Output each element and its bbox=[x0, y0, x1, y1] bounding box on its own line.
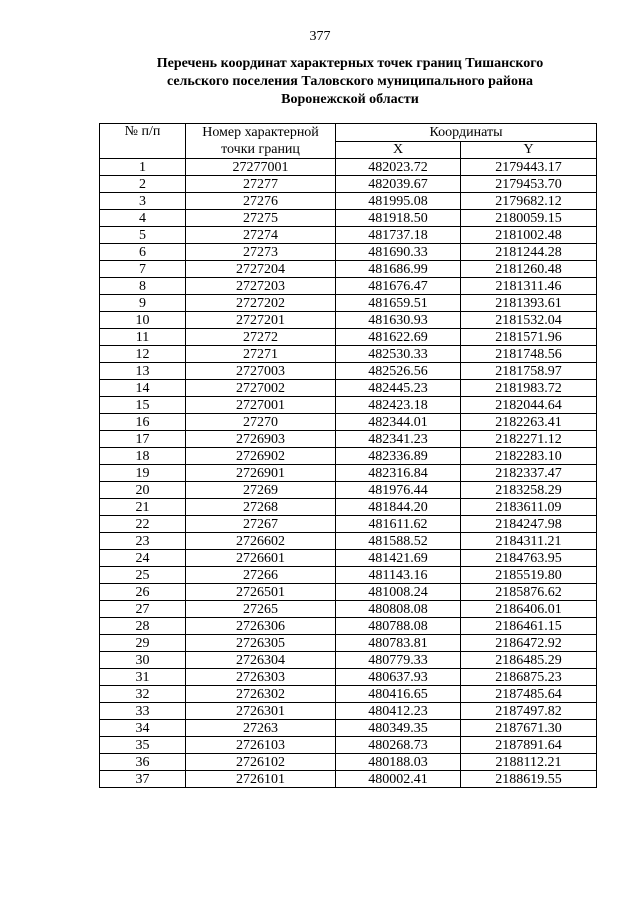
header-coordinates: Координаты bbox=[336, 124, 597, 142]
page-number: 377 bbox=[309, 29, 331, 44]
cell-index: 35 bbox=[100, 737, 186, 754]
cell-point-number: 2727203 bbox=[186, 278, 336, 295]
cell-y: 2181983.72 bbox=[461, 380, 597, 397]
cell-x: 481008.24 bbox=[336, 584, 461, 601]
cell-x: 481686.99 bbox=[336, 261, 461, 278]
cell-x: 481844.20 bbox=[336, 499, 461, 516]
cell-x: 480188.03 bbox=[336, 754, 461, 771]
coordinates-table bbox=[99, 123, 597, 788]
cell-point-number: 2726601 bbox=[186, 550, 336, 567]
header-point-number: Номер характерной точки границ bbox=[186, 124, 336, 159]
cell-point-number: 2727002 bbox=[186, 380, 336, 397]
cell-y: 2187671.30 bbox=[461, 720, 597, 737]
cell-index: 25 bbox=[100, 567, 186, 584]
cell-y: 2181532.04 bbox=[461, 312, 597, 329]
cell-x: 480788.08 bbox=[336, 618, 461, 635]
cell-x: 482341.23 bbox=[336, 431, 461, 448]
table-row bbox=[100, 227, 597, 244]
cell-y: 2181002.48 bbox=[461, 227, 597, 244]
cell-point-number: 27268 bbox=[186, 499, 336, 516]
cell-y: 2182263.41 bbox=[461, 414, 597, 431]
cell-y: 2186875.23 bbox=[461, 669, 597, 686]
cell-index: 27 bbox=[100, 601, 186, 618]
cell-y: 2187891.64 bbox=[461, 737, 597, 754]
cell-point-number: 2726302 bbox=[186, 686, 336, 703]
cell-x: 482316.84 bbox=[336, 465, 461, 482]
table-row bbox=[100, 567, 597, 584]
cell-index: 13 bbox=[100, 363, 186, 380]
table-row bbox=[100, 295, 597, 312]
cell-index: 7 bbox=[100, 261, 186, 278]
table-row bbox=[100, 346, 597, 363]
table-body bbox=[100, 159, 597, 788]
cell-y: 2187485.64 bbox=[461, 686, 597, 703]
cell-x: 482023.72 bbox=[336, 159, 461, 176]
cell-index: 11 bbox=[100, 329, 186, 346]
cell-point-number: 2726903 bbox=[186, 431, 336, 448]
cell-point-number: 2726305 bbox=[186, 635, 336, 652]
cell-point-number: 27275 bbox=[186, 210, 336, 227]
cell-y: 2188619.55 bbox=[461, 771, 597, 788]
cell-point-number: 2726103 bbox=[186, 737, 336, 754]
table-row bbox=[100, 329, 597, 346]
table-row bbox=[100, 363, 597, 380]
cell-x: 481676.47 bbox=[336, 278, 461, 295]
cell-index: 37 bbox=[100, 771, 186, 788]
cell-y: 2179682.12 bbox=[461, 193, 597, 210]
cell-y: 2184763.95 bbox=[461, 550, 597, 567]
cell-y: 2179453.70 bbox=[461, 176, 597, 193]
cell-x: 481630.93 bbox=[336, 312, 461, 329]
cell-index: 9 bbox=[100, 295, 186, 312]
cell-index: 30 bbox=[100, 652, 186, 669]
cell-index: 29 bbox=[100, 635, 186, 652]
cell-index: 32 bbox=[100, 686, 186, 703]
table-row bbox=[100, 176, 597, 193]
table-row bbox=[100, 193, 597, 210]
table-row bbox=[100, 210, 597, 227]
table-row bbox=[100, 618, 597, 635]
cell-point-number: 27277001 bbox=[186, 159, 336, 176]
cell-x: 482445.23 bbox=[336, 380, 461, 397]
table-row bbox=[100, 499, 597, 516]
cell-y: 2181260.48 bbox=[461, 261, 597, 278]
cell-x: 481611.62 bbox=[336, 516, 461, 533]
cell-x: 481995.08 bbox=[336, 193, 461, 210]
cell-point-number: 27265 bbox=[186, 601, 336, 618]
cell-point-number: 27263 bbox=[186, 720, 336, 737]
cell-y: 2183611.09 bbox=[461, 499, 597, 516]
cell-y: 2188112.21 bbox=[461, 754, 597, 771]
cell-index: 3 bbox=[100, 193, 186, 210]
cell-point-number: 2727003 bbox=[186, 363, 336, 380]
cell-x: 480268.73 bbox=[336, 737, 461, 754]
table-row bbox=[100, 550, 597, 567]
title-line: Перечень координат характерных точек границ Тишанского bbox=[156, 56, 544, 71]
cell-index: 12 bbox=[100, 346, 186, 363]
header-x: X bbox=[336, 141, 461, 159]
cell-point-number: 27267 bbox=[186, 516, 336, 533]
cell-x: 480783.81 bbox=[336, 635, 461, 652]
cell-index: 20 bbox=[100, 482, 186, 499]
cell-index: 6 bbox=[100, 244, 186, 261]
cell-point-number: 2726301 bbox=[186, 703, 336, 720]
cell-point-number: 2726304 bbox=[186, 652, 336, 669]
cell-x: 481918.50 bbox=[336, 210, 461, 227]
table-row bbox=[100, 465, 597, 482]
cell-index: 14 bbox=[100, 380, 186, 397]
cell-point-number: 2727201 bbox=[186, 312, 336, 329]
cell-index: 10 bbox=[100, 312, 186, 329]
title-line: сельского поселения Таловского муниципального района bbox=[166, 74, 534, 89]
table-row bbox=[100, 533, 597, 550]
cell-y: 2181311.46 bbox=[461, 278, 597, 295]
cell-y: 2186461.15 bbox=[461, 618, 597, 635]
cell-point-number: 2726501 bbox=[186, 584, 336, 601]
cell-x: 480412.23 bbox=[336, 703, 461, 720]
cell-index: 4 bbox=[100, 210, 186, 227]
cell-index: 34 bbox=[100, 720, 186, 737]
cell-index: 16 bbox=[100, 414, 186, 431]
cell-x: 482526.56 bbox=[336, 363, 461, 380]
table-row bbox=[100, 431, 597, 448]
cell-x: 481421.69 bbox=[336, 550, 461, 567]
cell-point-number: 2726306 bbox=[186, 618, 336, 635]
table-row bbox=[100, 584, 597, 601]
cell-index: 15 bbox=[100, 397, 186, 414]
cell-point-number: 2726602 bbox=[186, 533, 336, 550]
cell-y: 2186472.92 bbox=[461, 635, 597, 652]
cell-point-number: 27266 bbox=[186, 567, 336, 584]
cell-index: 1 bbox=[100, 159, 186, 176]
table-row bbox=[100, 414, 597, 431]
cell-point-number: 27270 bbox=[186, 414, 336, 431]
cell-x: 482039.67 bbox=[336, 176, 461, 193]
cell-y: 2184247.98 bbox=[461, 516, 597, 533]
cell-x: 480808.08 bbox=[336, 601, 461, 618]
cell-point-number: 2726102 bbox=[186, 754, 336, 771]
cell-y: 2183258.29 bbox=[461, 482, 597, 499]
cell-index: 23 bbox=[100, 533, 186, 550]
cell-x: 481690.33 bbox=[336, 244, 461, 261]
table-row bbox=[100, 652, 597, 669]
cell-y: 2182283.10 bbox=[461, 448, 597, 465]
table-row bbox=[100, 720, 597, 737]
cell-x: 481976.44 bbox=[336, 482, 461, 499]
cell-index: 33 bbox=[100, 703, 186, 720]
cell-x: 482344.01 bbox=[336, 414, 461, 431]
cell-x: 480637.93 bbox=[336, 669, 461, 686]
cell-index: 19 bbox=[100, 465, 186, 482]
cell-index: 21 bbox=[100, 499, 186, 516]
table-header-row bbox=[100, 124, 597, 142]
cell-x: 481737.18 bbox=[336, 227, 461, 244]
table-row bbox=[100, 278, 597, 295]
cell-x: 481143.16 bbox=[336, 567, 461, 584]
cell-y: 2182044.64 bbox=[461, 397, 597, 414]
table-row bbox=[100, 380, 597, 397]
cell-y: 2180059.15 bbox=[461, 210, 597, 227]
table-row bbox=[100, 601, 597, 618]
cell-point-number: 27269 bbox=[186, 482, 336, 499]
table-row bbox=[100, 737, 597, 754]
cell-y: 2182337.47 bbox=[461, 465, 597, 482]
table-row bbox=[100, 482, 597, 499]
cell-y: 2185876.62 bbox=[461, 584, 597, 601]
cell-y: 2184311.21 bbox=[461, 533, 597, 550]
cell-index: 26 bbox=[100, 584, 186, 601]
cell-y: 2181244.28 bbox=[461, 244, 597, 261]
table-row bbox=[100, 703, 597, 720]
cell-index: 8 bbox=[100, 278, 186, 295]
cell-point-number: 2727204 bbox=[186, 261, 336, 278]
cell-point-number: 2727202 bbox=[186, 295, 336, 312]
table-row bbox=[100, 448, 597, 465]
cell-x: 482530.33 bbox=[336, 346, 461, 363]
cell-index: 36 bbox=[100, 754, 186, 771]
table-row bbox=[100, 754, 597, 771]
cell-point-number: 27272 bbox=[186, 329, 336, 346]
table-row bbox=[100, 397, 597, 414]
cell-y: 2187497.82 bbox=[461, 703, 597, 720]
cell-x: 481588.52 bbox=[336, 533, 461, 550]
cell-point-number: 2727001 bbox=[186, 397, 336, 414]
cell-x: 480349.35 bbox=[336, 720, 461, 737]
cell-index: 2 bbox=[100, 176, 186, 193]
cell-x: 482423.18 bbox=[336, 397, 461, 414]
cell-point-number: 2726902 bbox=[186, 448, 336, 465]
header-y: Y bbox=[461, 141, 597, 159]
cell-y: 2181571.96 bbox=[461, 329, 597, 346]
cell-index: 24 bbox=[100, 550, 186, 567]
cell-point-number: 2726901 bbox=[186, 465, 336, 482]
cell-index: 22 bbox=[100, 516, 186, 533]
cell-x: 482336.89 bbox=[336, 448, 461, 465]
cell-y: 2186485.29 bbox=[461, 652, 597, 669]
table-row bbox=[100, 669, 597, 686]
header-index: № п/п bbox=[100, 124, 186, 159]
cell-x: 481622.69 bbox=[336, 329, 461, 346]
cell-point-number: 27274 bbox=[186, 227, 336, 244]
cell-point-number: 2726303 bbox=[186, 669, 336, 686]
cell-point-number: 27271 bbox=[186, 346, 336, 363]
cell-y: 2185519.80 bbox=[461, 567, 597, 584]
cell-y: 2186406.01 bbox=[461, 601, 597, 618]
cell-x: 480416.65 bbox=[336, 686, 461, 703]
cell-index: 17 bbox=[100, 431, 186, 448]
cell-point-number: 27276 bbox=[186, 193, 336, 210]
document-title bbox=[60, 55, 640, 109]
cell-x: 480002.41 bbox=[336, 771, 461, 788]
table-row bbox=[100, 516, 597, 533]
title-line: Воронежской области bbox=[281, 92, 419, 107]
cell-index: 5 bbox=[100, 227, 186, 244]
cell-y: 2182271.12 bbox=[461, 431, 597, 448]
table-row bbox=[100, 686, 597, 703]
cell-point-number: 27273 bbox=[186, 244, 336, 261]
table-row bbox=[100, 159, 597, 176]
cell-y: 2181393.61 bbox=[461, 295, 597, 312]
cell-index: 28 bbox=[100, 618, 186, 635]
cell-point-number: 2726101 bbox=[186, 771, 336, 788]
cell-y: 2181748.56 bbox=[461, 346, 597, 363]
cell-x: 481659.51 bbox=[336, 295, 461, 312]
cell-y: 2179443.17 bbox=[461, 159, 597, 176]
table-row bbox=[100, 312, 597, 329]
cell-index: 18 bbox=[100, 448, 186, 465]
cell-point-number: 27277 bbox=[186, 176, 336, 193]
cell-index: 31 bbox=[100, 669, 186, 686]
table-row bbox=[100, 244, 597, 261]
table-row bbox=[100, 635, 597, 652]
cell-y: 2181758.97 bbox=[461, 363, 597, 380]
cell-x: 480779.33 bbox=[336, 652, 461, 669]
table-row bbox=[100, 771, 597, 788]
table-row bbox=[100, 261, 597, 278]
